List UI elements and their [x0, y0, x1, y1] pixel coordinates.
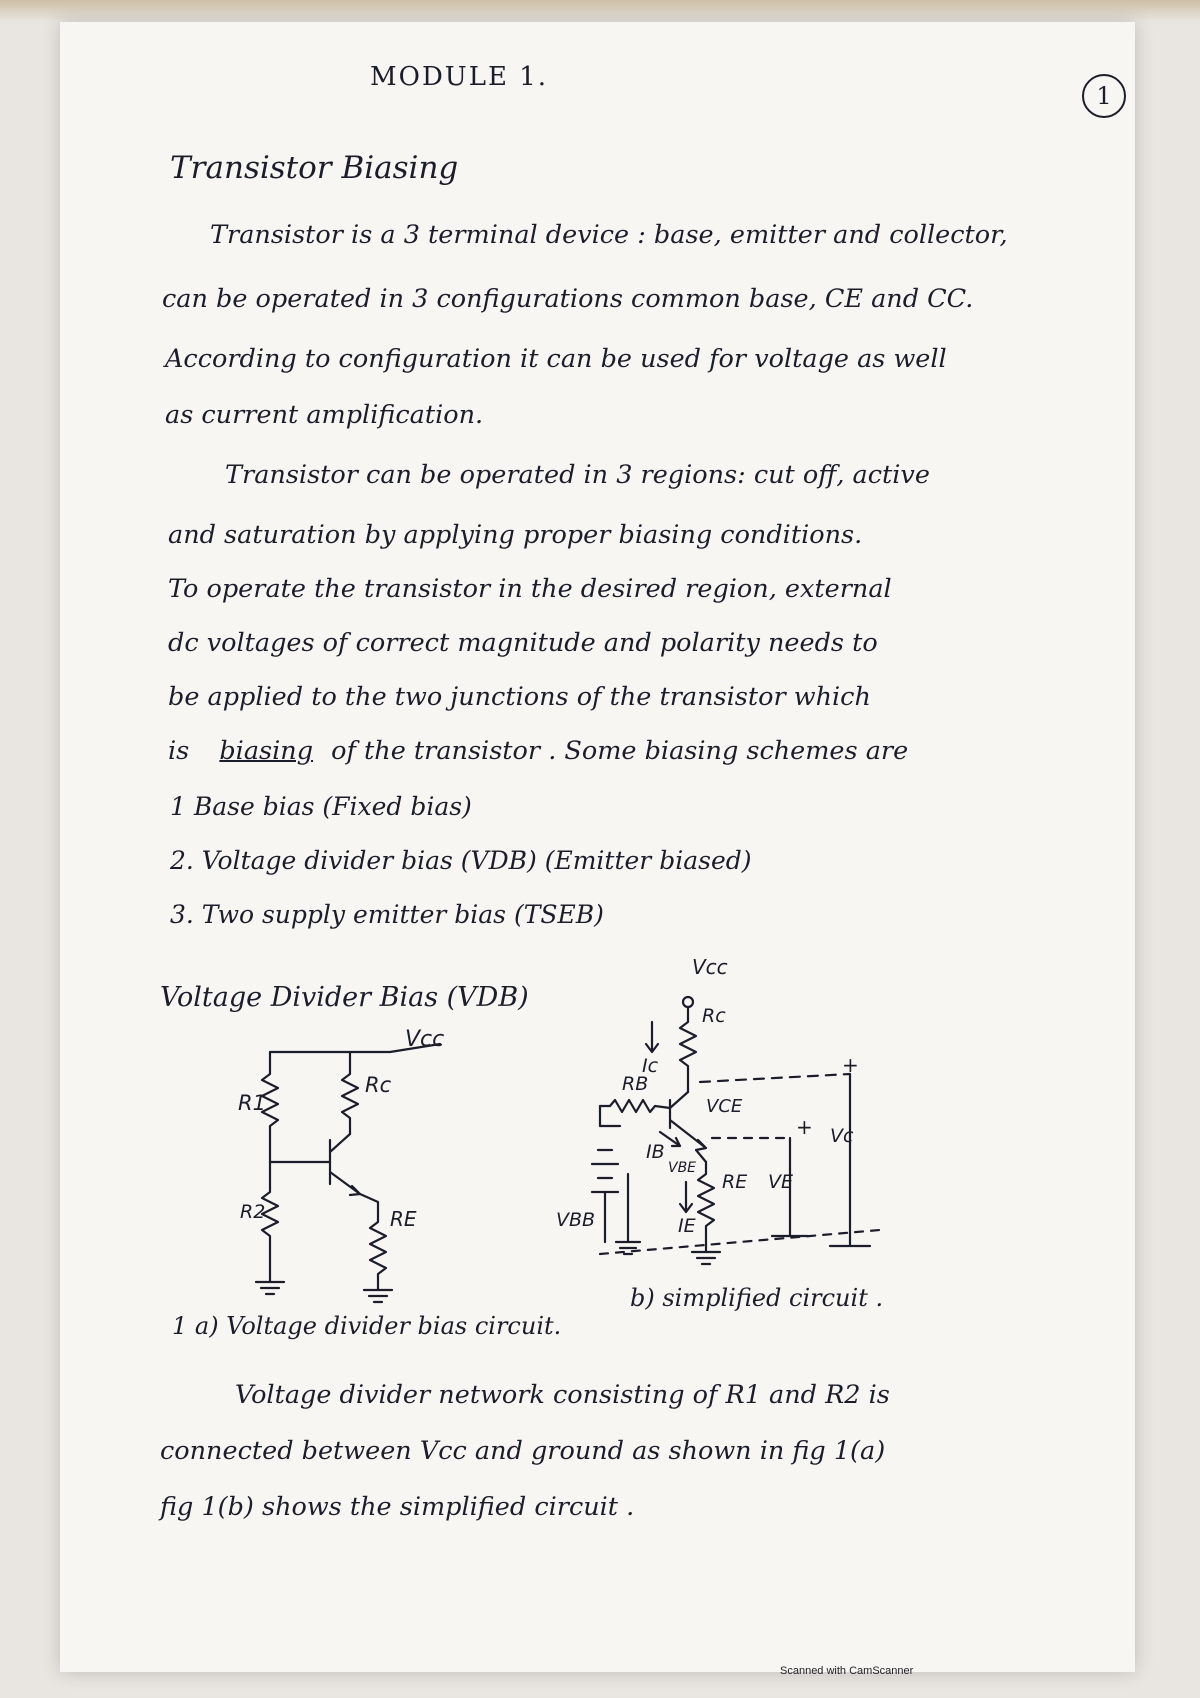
label-vce: VCE [706, 1096, 743, 1117]
para2-suffix: of the transistor . Some biasing schemes are [331, 736, 909, 766]
scheme-item-2: 2. Voltage divider bias (VDB) (Emitter biased) [170, 846, 752, 875]
label-ib: IB [646, 1141, 665, 1163]
vbb-source [616, 1174, 640, 1254]
label-r1: R1 [238, 1091, 266, 1115]
label-re-b: RE [722, 1171, 748, 1193]
para1-line-3: According to configuration it can be used for voltage as well [165, 344, 947, 374]
para2-prefix: is [168, 736, 190, 766]
re-resistor-a [360, 1194, 386, 1290]
vbb-battery [592, 1150, 618, 1242]
label-ie: IE [678, 1215, 696, 1237]
rc-resistor-b [680, 1007, 696, 1092]
transistor-a [330, 1134, 360, 1195]
label-ve: VE [768, 1171, 794, 1193]
para1-line-2: can be operated in 3 configurations common base, CE and CC. [162, 284, 974, 314]
ground-a2 [364, 1290, 392, 1302]
label-rb: RB [622, 1073, 649, 1095]
label-ic: Ic [642, 1055, 659, 1077]
para2-line-3: To operate the transistor in the desired region, external [168, 574, 892, 604]
scan-top-edge [0, 0, 1200, 22]
rc-resistor-a [342, 1052, 358, 1134]
notebook-page [60, 22, 1135, 1672]
caption-fig-a: 1 a) Voltage divider bias circuit. [172, 1312, 562, 1340]
para2-line-1: Transistor can be operated in 3 regions: cut off, active [225, 460, 930, 490]
scheme-item-3: 3. Two supply emitter bias (TSEB) [170, 900, 604, 929]
biasing-underlined-word: biasing [219, 736, 314, 766]
para2-line-5: be applied to the two junctions of the transistor which [168, 682, 871, 712]
ic-arrow [646, 1022, 658, 1052]
transistor-b [670, 1092, 706, 1162]
section-title: Voltage Divider Bias (VDB) [160, 982, 529, 1013]
para1-line-4: as current amplification. [165, 400, 484, 430]
label-vc: Vc [830, 1125, 854, 1147]
label-plus-ve: + [796, 1115, 813, 1139]
label-rc-a: Rc [365, 1073, 392, 1097]
re-resistor-b [698, 1162, 714, 1252]
scheme-item-1: 1 Base bias (Fixed bias) [170, 792, 472, 821]
para2-line-2: and saturation by applying proper biasing conditions. [168, 520, 863, 550]
vc-span [830, 1074, 870, 1246]
para2-line-4: dc voltages of correct magnitude and polarity needs to [168, 628, 878, 658]
label-vcc-b: Vcc [692, 955, 728, 979]
label-rc-b: Rc [702, 1005, 726, 1027]
label-vbb: VBB [556, 1209, 596, 1231]
ground-a1 [256, 1282, 284, 1294]
caption-fig-b: b) simplified circuit . [630, 1284, 884, 1312]
para3-line-3: fig 1(b) shows the simplified circuit . [160, 1492, 635, 1522]
ground-b [692, 1252, 720, 1264]
vcc-node-b [683, 997, 693, 1007]
page-title: Transistor Biasing [170, 150, 459, 186]
para1-line-1: Transistor is a 3 terminal device : base, emitter and collector, [210, 220, 1008, 250]
module-header: MODULE 1. [370, 62, 549, 92]
label-vbe: VBE [668, 1160, 697, 1176]
ground-dash-b [600, 1230, 880, 1254]
label-plus-vc: + [842, 1053, 859, 1077]
scanner-watermark: Scanned with CamScanner [780, 1665, 914, 1677]
vc-dash [700, 1074, 850, 1082]
para3-line-2: connected between Vcc and ground as shown in fig 1(a) [160, 1436, 886, 1466]
label-re-a: RE [390, 1207, 417, 1231]
para3-line-1: Voltage divider network consisting of R1 and R2 is [235, 1380, 890, 1410]
ie-arrow [680, 1182, 692, 1212]
vbb-loop [600, 1106, 620, 1126]
rb-resistor [600, 1100, 670, 1112]
page-number-badge: 1 [1082, 74, 1126, 118]
label-vcc-a: Vcc [405, 1027, 445, 1052]
circuit-diagrams [60, 22, 1135, 1672]
label-r2: R2 [240, 1201, 266, 1223]
